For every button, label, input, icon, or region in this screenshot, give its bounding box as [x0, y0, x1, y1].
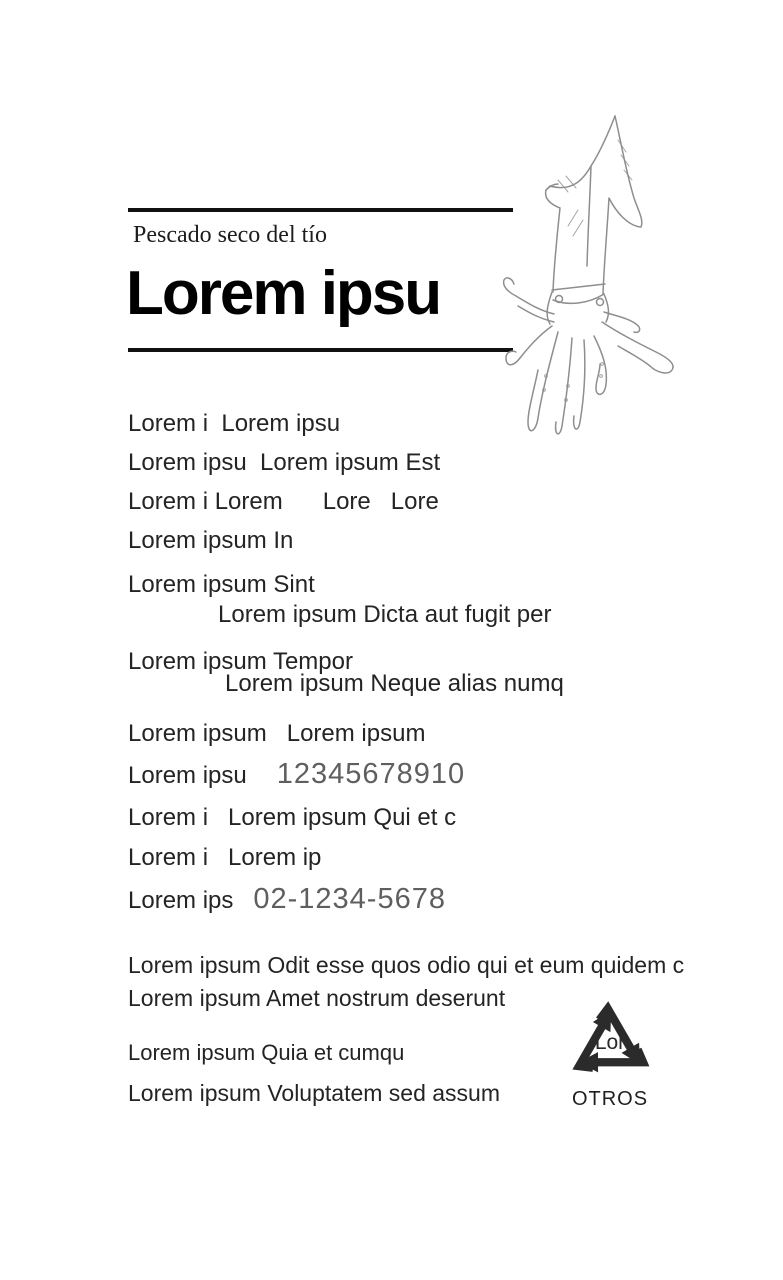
- spec-line: Lorem i Lorem Lore Lore: [128, 488, 439, 515]
- recycle-material-label: Lor: [594, 1031, 626, 1054]
- squid-illustration-icon: [488, 100, 693, 445]
- product-title: Lorem ipsu: [126, 259, 441, 328]
- spec-line-indented: Lorem ipsum Dicta aut fugit per: [218, 601, 552, 628]
- spec-line: Lorem ipsu Lorem ipsum Est: [128, 449, 441, 476]
- spec-line: Lorem i Lorem ipsum Qui et c: [128, 804, 457, 831]
- recycle-caption: OTROS: [571, 1088, 649, 1110]
- phone-number: 02-1234-5678: [253, 883, 446, 915]
- notice-line: Lorem ipsum Voluptatem sed assum: [128, 1080, 501, 1106]
- spec-line: Lorem ipsum In: [128, 527, 294, 554]
- spec-line: Lorem i Lorem ipsu: [128, 410, 341, 437]
- item-number: 12345678910: [276, 758, 466, 790]
- spec-line-with-phone: [128, 883, 446, 916]
- spec-label: Lorem ipsu: [128, 762, 247, 789]
- spec-line-with-number: [128, 758, 465, 791]
- notice-line: Lorem ipsum Amet nostrum deserunt: [128, 985, 506, 1011]
- spec-line-indented: Lorem ipsum Neque alias numq: [225, 670, 564, 697]
- spec-line: Lorem ipsum Lorem ipsum: [128, 720, 426, 747]
- spec-line: Lorem ipsum Sint: [128, 571, 315, 598]
- notice-line: Lorem ipsum Odit esse quos odio qui et eum quidem c: [128, 952, 685, 978]
- bottom-rule: [128, 348, 513, 352]
- top-rule: [128, 208, 513, 212]
- product-subtitle: Pescado seco del tío: [133, 222, 327, 248]
- spec-line: Lorem i Lorem ip: [128, 844, 322, 871]
- notice-line: Lorem ipsum Quia et cumqu: [128, 1040, 405, 1065]
- spec-label: Lorem ips: [128, 887, 234, 914]
- spec-line: Lorem ipsum Tempor: [128, 648, 353, 675]
